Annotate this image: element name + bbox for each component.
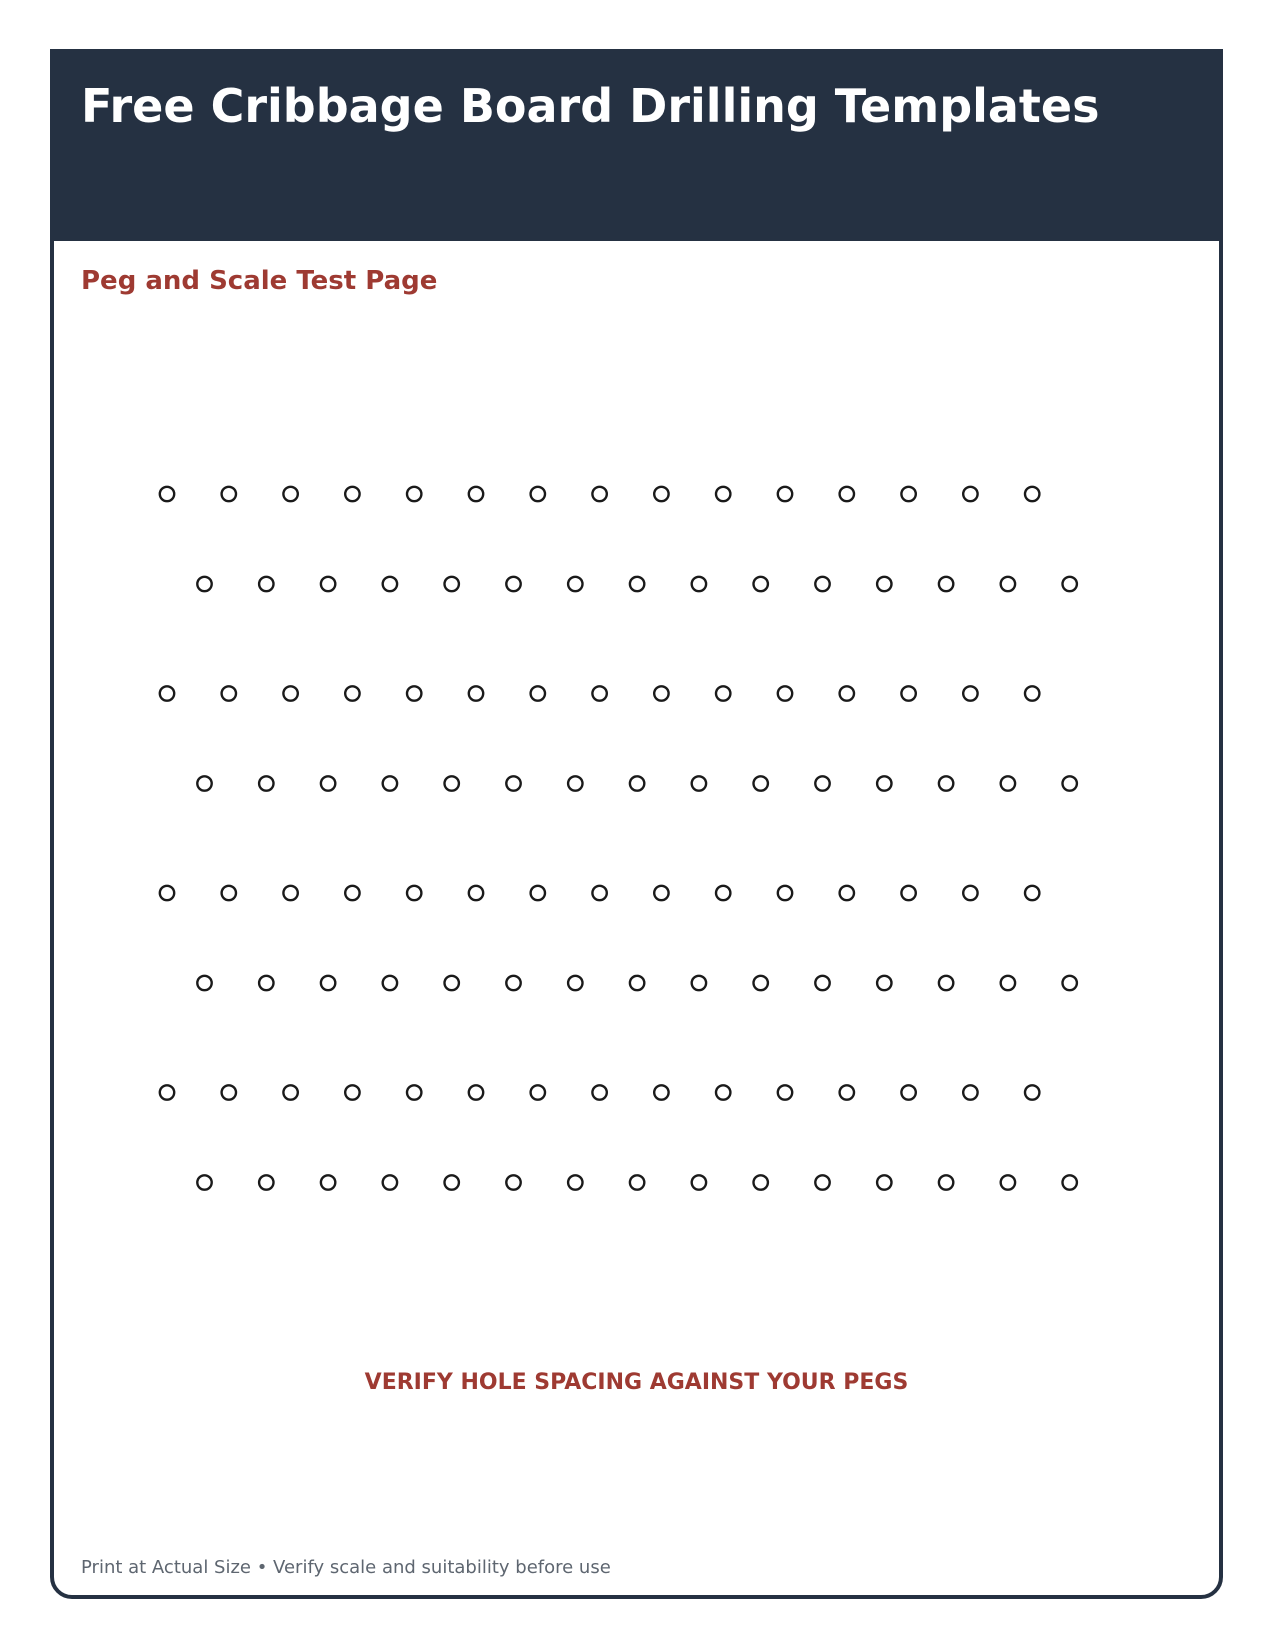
- peg-hole: [222, 886, 236, 900]
- peg-hole: [754, 976, 768, 990]
- peg-hole: [222, 686, 236, 700]
- peg-hole: [469, 686, 483, 700]
- peg-hole: [1025, 686, 1039, 700]
- peg-hole: [197, 577, 211, 591]
- peg-hole: [345, 886, 359, 900]
- peg-hole: [531, 1085, 545, 1099]
- peg-hole: [877, 1175, 891, 1189]
- page-title: Free Cribbage Board Drilling Templates: [81, 79, 1100, 133]
- peg-hole: [407, 487, 421, 501]
- peg-hole: [283, 686, 297, 700]
- peg-hole: [383, 776, 397, 790]
- peg-hole: [1025, 1085, 1039, 1099]
- peg-hole: [1063, 1175, 1077, 1189]
- peg-hole: [1001, 776, 1015, 790]
- peg-hole: [901, 686, 915, 700]
- peg-hole: [592, 487, 606, 501]
- peg-hole: [259, 577, 273, 591]
- peg-hole: [222, 487, 236, 501]
- footer-note: Print at Actual Size • Verify scale and suitability before use: [81, 1557, 611, 1578]
- peg-hole: [321, 1175, 335, 1189]
- peg-hole: [222, 1085, 236, 1099]
- peg-hole: [963, 686, 977, 700]
- peg-hole: [531, 686, 545, 700]
- peg-hole: [160, 686, 174, 700]
- peg-hole: [469, 1085, 483, 1099]
- peg-hole: [345, 1085, 359, 1099]
- peg-hole: [716, 686, 730, 700]
- peg-hole: [445, 976, 459, 990]
- peg-hole: [840, 487, 854, 501]
- peg-hole: [630, 776, 644, 790]
- peg-hole: [592, 686, 606, 700]
- peg-hole: [1063, 976, 1077, 990]
- peg-hole: [1001, 1175, 1015, 1189]
- peg-hole: [815, 976, 829, 990]
- peg-hole: [506, 976, 520, 990]
- peg-hole: [901, 487, 915, 501]
- peg-hole: [1025, 886, 1039, 900]
- peg-hole: [568, 976, 582, 990]
- peg-hole: [383, 1175, 397, 1189]
- peg-hole: [901, 1085, 915, 1099]
- peg-hole: [1025, 487, 1039, 501]
- peg-hole: [469, 487, 483, 501]
- peg-hole: [716, 487, 730, 501]
- peg-hole: [963, 487, 977, 501]
- peg-hole: [716, 1085, 730, 1099]
- peg-hole: [407, 886, 421, 900]
- peg-hole: [939, 577, 953, 591]
- peg-hole: [654, 1085, 668, 1099]
- peg-hole: [778, 487, 792, 501]
- peg-hole: [321, 577, 335, 591]
- peg-hole: [654, 686, 668, 700]
- peg-hole: [815, 776, 829, 790]
- spacing-notice: VERIFY HOLE SPACING AGAINST YOUR PEGS: [364, 1370, 909, 1395]
- peg-hole: [630, 1175, 644, 1189]
- peg-hole: [901, 886, 915, 900]
- peg-hole: [840, 686, 854, 700]
- peg-hole: [568, 1175, 582, 1189]
- peg-hole: [815, 577, 829, 591]
- peg-hole: [445, 1175, 459, 1189]
- peg-hole: [630, 577, 644, 591]
- peg-hole: [259, 976, 273, 990]
- peg-hole: [692, 1175, 706, 1189]
- peg-hole: [160, 1085, 174, 1099]
- peg-hole: [345, 686, 359, 700]
- peg-hole: [754, 1175, 768, 1189]
- peg-hole: [383, 976, 397, 990]
- peg-hole: [506, 577, 520, 591]
- peg-hole: [283, 886, 297, 900]
- peg-hole: [963, 886, 977, 900]
- peg-hole: [939, 776, 953, 790]
- peg-hole: [531, 487, 545, 501]
- peg-hole: [283, 487, 297, 501]
- peg-hole: [259, 776, 273, 790]
- peg-hole: [815, 1175, 829, 1189]
- peg-hole: [840, 1085, 854, 1099]
- peg-hole: [1063, 577, 1077, 591]
- peg-hole: [778, 886, 792, 900]
- peg-hole: [568, 776, 582, 790]
- peg-hole: [197, 1175, 211, 1189]
- peg-hole: [321, 976, 335, 990]
- template-page: [50, 49, 1223, 1599]
- peg-hole: [259, 1175, 273, 1189]
- peg-hole: [877, 976, 891, 990]
- peg-hole: [692, 776, 706, 790]
- peg-hole: [1001, 976, 1015, 990]
- peg-hole: [654, 487, 668, 501]
- peg-hole: [160, 487, 174, 501]
- peg-hole: [506, 776, 520, 790]
- peg-hole: [754, 776, 768, 790]
- peg-hole: [506, 1175, 520, 1189]
- peg-hole: [283, 1085, 297, 1099]
- peg-hole: [469, 886, 483, 900]
- peg-hole: [778, 686, 792, 700]
- peg-hole: [654, 886, 668, 900]
- peg-hole: [321, 776, 335, 790]
- peg-hole: [778, 1085, 792, 1099]
- peg-hole: [840, 886, 854, 900]
- peg-hole: [1001, 577, 1015, 591]
- peg-hole: [407, 1085, 421, 1099]
- peg-hole: [692, 976, 706, 990]
- peg-hole: [692, 577, 706, 591]
- peg-hole: [754, 577, 768, 591]
- peg-hole: [531, 886, 545, 900]
- peg-hole: [345, 487, 359, 501]
- peg-hole: [939, 976, 953, 990]
- peg-hole: [630, 976, 644, 990]
- page-subtitle: Peg and Scale Test Page: [81, 266, 438, 296]
- peg-hole: [197, 976, 211, 990]
- peg-hole: [407, 686, 421, 700]
- peg-hole: [963, 1085, 977, 1099]
- peg-hole-grid: [54, 53, 1219, 1595]
- peg-hole: [592, 886, 606, 900]
- peg-hole: [716, 886, 730, 900]
- peg-hole: [445, 776, 459, 790]
- peg-hole: [1063, 776, 1077, 790]
- peg-hole: [383, 577, 397, 591]
- peg-hole: [877, 577, 891, 591]
- peg-hole: [592, 1085, 606, 1099]
- peg-hole: [568, 577, 582, 591]
- peg-hole: [877, 776, 891, 790]
- peg-hole: [197, 776, 211, 790]
- peg-hole: [160, 886, 174, 900]
- peg-hole: [939, 1175, 953, 1189]
- peg-hole: [445, 577, 459, 591]
